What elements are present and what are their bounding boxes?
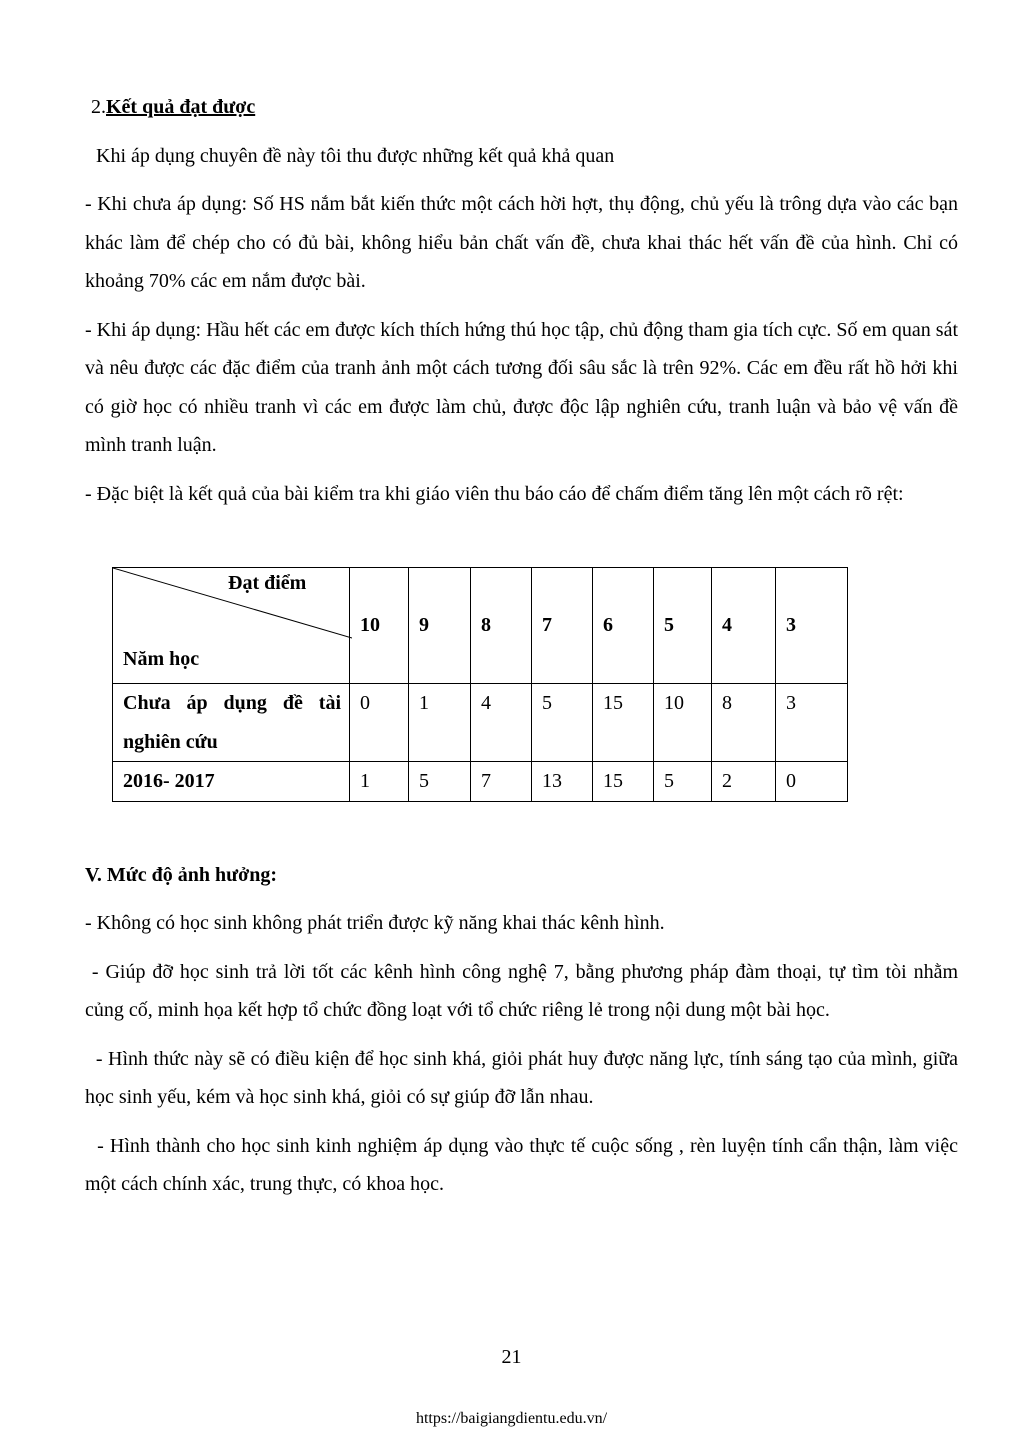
page-number: 21 bbox=[501, 1346, 522, 1368]
score-header: 5 bbox=[654, 568, 712, 684]
paragraph-before-applying: - Khi chưa áp dụng: Số HS nắm bắt kiến thức một cách hời hợt, thụ động, chủ yếu là trông dựa vào các bạn khác làm để chép cho có đủ bài, không hiểu bản chất vấn đề, chưa khai thác hết vấn đề của hình. Chỉ có khoảng 70% các em nắm được bài. bbox=[85, 193, 958, 292]
table-cell: 7 bbox=[471, 762, 532, 802]
table-cell: 1 bbox=[350, 762, 409, 802]
table-cell: 15 bbox=[593, 684, 654, 762]
page-content bbox=[85, 88, 964, 1204]
table-cell: 0 bbox=[350, 684, 409, 762]
score-header: 8 bbox=[471, 568, 532, 684]
table-cell: 0 bbox=[776, 762, 848, 802]
impact-item: - Hình thành cho học sinh kinh nghiệm áp dụng vào thực tế cuộc sống , rèn luyện tính cẩn thận, làm việc một cách chính xác, trung thực, có khoa học. bbox=[85, 1134, 963, 1195]
impact-item: - Hình thức này sẽ có điều kiện để học sinh khá, giỏi phát huy được năng lực, tính sáng tạo của mình, giữa học sinh yếu, kém và học sinh khá, giỏi có sự giúp đỡ lẫn nhau. bbox=[85, 1047, 963, 1108]
result-heading bbox=[91, 88, 958, 127]
table-cell: 5 bbox=[654, 762, 712, 802]
score-header: 7 bbox=[532, 568, 593, 684]
row-label: Chưa áp dụng đề tài nghiên cứu bbox=[113, 684, 350, 762]
section-v-heading: V. Mức độ ảnh hưởng: bbox=[85, 863, 277, 886]
score-header: 4 bbox=[712, 568, 776, 684]
table-cell: 15 bbox=[593, 762, 654, 802]
table-cell: 3 bbox=[776, 684, 848, 762]
table-cell: 13 bbox=[532, 762, 593, 802]
footer-url: https://baigiangdientu.edu.vn/ bbox=[415, 1410, 608, 1427]
heading-title: Kết quả đạt được bbox=[106, 96, 256, 118]
score-table bbox=[112, 567, 848, 802]
score-header: 9 bbox=[409, 568, 471, 684]
table-cell: 5 bbox=[532, 684, 593, 762]
table-cell: 1 bbox=[409, 684, 471, 762]
table-cell: 8 bbox=[712, 684, 776, 762]
corner-bottom-label: Năm học bbox=[123, 648, 200, 670]
paragraph-after-applying: - Khi áp dụng: Hầu hết các em được kích thích hứng thú học tập, chủ động tham gia tích cực. Số em quan sát và nêu được các đặc điểm của tranh ảnh một cách tương đối sâu sắc là trên 92%. Các em đều rất hồ hởi khi có giờ học có nhiều tranh vì các em được làm chủ, được độc lập nghiên cứu, tranh luận và bảo vệ vấn đề mình tranh luận. bbox=[85, 318, 958, 456]
table-cell: 4 bbox=[471, 684, 532, 762]
impact-item: - Không có học sinh không phát triển được kỹ năng khai thác kênh hình. bbox=[85, 912, 665, 934]
corner-top-label: Đạt điểm bbox=[228, 572, 307, 594]
intro-paragraph: Khi áp dụng chuyên đề này tôi thu được những kết quả khả quan bbox=[96, 144, 615, 167]
table-cell: 5 bbox=[409, 762, 471, 802]
row-label: 2016- 2017 bbox=[113, 762, 350, 802]
score-header: 6 bbox=[593, 568, 654, 684]
heading-number: 2. bbox=[91, 96, 106, 118]
score-header: 10 bbox=[350, 568, 409, 684]
table-cell: 10 bbox=[654, 684, 712, 762]
paragraph-special-result: - Đặc biệt là kết quả của bài kiểm tra khi giáo viên thu báo cáo để chấm điểm tăng lên một cách rõ rệt: bbox=[85, 482, 904, 505]
impact-item: - Giúp đỡ học sinh trả lời tốt các kênh hình công nghệ 7, bằng phương pháp đàm thoại, tự tìm tòi nhằm củng cố, minh họa kết hợp tổ chức đồng loạt với tổ chức riêng lẻ trong nội dung một bài học. bbox=[85, 960, 964, 1021]
table-row bbox=[113, 762, 848, 802]
table-cell: 2 bbox=[712, 762, 776, 802]
score-header: 3 bbox=[776, 568, 848, 684]
corner-cell bbox=[113, 568, 350, 684]
table-row bbox=[113, 684, 848, 762]
table-header-row bbox=[113, 568, 848, 684]
